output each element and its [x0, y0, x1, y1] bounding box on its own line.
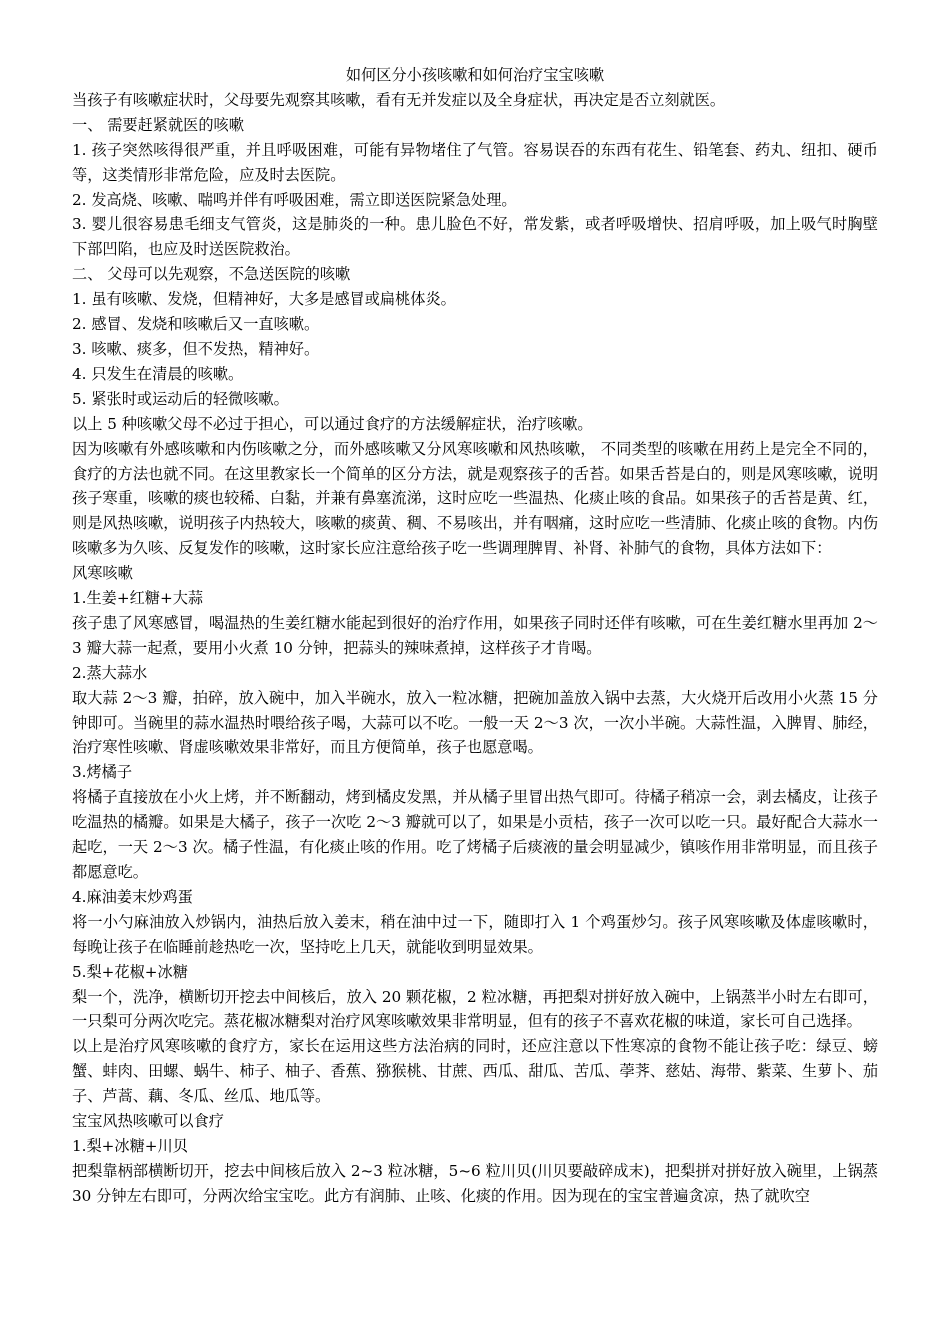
paragraph: 2. 感冒、发烧和咳嗽后又一直咳嗽。 [72, 315, 320, 334]
section-heading: 二、 父母可以先观察，不急送医院的咳嗽 [72, 265, 351, 284]
paragraph: 以上 5 种咳嗽父母不必过于担心，可以通过食疗的方法缓解症状，治疗咳嗽。 [72, 414, 593, 433]
document-body [72, 88, 878, 1209]
paragraph: 3. 婴儿很容易患毛细支气管炎，这是肺炎的一种。患儿脸色不好，常发紫，或者呼吸增快、招肩呼吸，加上吸气时胸壁下部凹陷，也应及时送医院救治。 [72, 215, 878, 259]
paragraph: 3. 咳嗽、痰多，但不发热，精神好。 [72, 339, 320, 358]
paragraph: 梨一个，洗净，横断切开挖去中间核后，放入 20 颗花椒，2 粒冰糖，再把梨对拼好放入碗中，上锅蒸半小时左右即可，一只梨可分两次吃完。蒸花椒冰糖梨对治疗风寒咳嗽效果非常明显，但有的孩子不喜欢花椒的味道，家长可自己选择。 [72, 987, 878, 1031]
paragraph: 将橘子直接放在小火上烤，并不断翻动，烤到橘皮发黑，并从橘子里冒出热气即可。待橘子稍凉一会，剥去橘皮，让孩子吃温热的橘瓣。如果是大橘子，孩子一次吃 2～3 瓣就可以了，如果是小贡桔，孩子一次可以吃一只。最好配合大蒜水一起吃，一天 2～3 次。橘子性温，有化痰止咳的作用。吃了烤橘子后痰液的量会明显减少，镇咳作用非常明显，而且孩子都愿意吃。 [72, 788, 878, 881]
paragraph: 1. 虽有咳嗽、发烧，但精神好，大多是感冒或扁桃体炎。 [72, 290, 456, 309]
paragraph: 4.麻油姜末炒鸡蛋 [72, 887, 193, 906]
document-title: 如何区分小孩咳嗽和如何治疗宝宝咳嗽 [345, 66, 605, 84]
paragraph: 1.生姜+红糖+大蒜 [72, 589, 204, 608]
paragraph: 5. 紧张时或运动后的轻微咳嗽。 [72, 389, 289, 408]
paragraph: 宝宝风热咳嗽可以食疗 [72, 1112, 224, 1131]
paragraph: 孩子患了风寒感冒，喝温热的生姜红糖水能起到很好的治疗作用，如果孩子同时还伴有咳嗽，可在生姜红糖水里再加 2～3 瓣大蒜一起煮，要用小火煮 10 分钟，把蒜头的辣味煮掉，这样孩子才肯喝。 [72, 613, 878, 657]
paragraph: 因为咳嗽有外感咳嗽和内伤咳嗽之分，而外感咳嗽又分风寒咳嗽和风热咳嗽， 不同类型的咳嗽在用药上是完全不同的，食疗的方法也就不同。在这里教家长一个简单的区分方法，就是观察孩子的舌苔。如果舌苔是白的，则是风寒咳嗽，说明孩子寒重，咳嗽的痰也较稀、白黏，并兼有鼻塞流涕，这时应吃一些温热、化痰止咳的食品。如果孩子的舌苔是黄、红，则是风热咳嗽，说明孩子内热较大，咳嗽的痰黄、稠、不易咳出，并有咽痛，这时应吃一些清肺、化痰止咳的食物。内伤咳嗽多为久咳、反复发作的咳嗽，这时家长应注意给孩子吃一些调理脾胃、补肾、补肺气的食物，具体方法如下： [72, 439, 878, 558]
paragraph: 3.烤橘子 [72, 763, 133, 782]
document-page [72, 63, 878, 1209]
paragraph: 将一小勺麻油放入炒锅内，油热后放入姜末，稍在油中过一下，随即打入 1 个鸡蛋炒匀。孩子风寒咳嗽及体虚咳嗽时，每晚让孩子在临睡前趁热吃一次，坚持吃上几天，就能收到明显效果。 [72, 912, 878, 956]
paragraph: 4. 只发生在清晨的咳嗽。 [72, 364, 244, 383]
paragraph: 取大蒜 2～3 瓣，拍碎，放入碗中，加入半碗水，放入一粒冰糖，把碗加盖放入锅中去蒸，大火烧开后改用小火蒸 15 分钟即可。当碗里的蒜水温热时喂给孩子喝，大蒜可以不吃。一般一天 2～3 次，一次小半碗。大蒜性温，入脾胃、肺经，治疗寒性咳嗽、肾虚咳嗽效果非常好，而且方便简单，孩子也愿意喝。 [72, 688, 878, 757]
section-heading: 风寒咳嗽 [72, 564, 133, 583]
section-heading: 以上是治疗风寒咳嗽的食疗方，家长在运用这些方法治病的同时，还应注意以下性寒凉的食物不能让孩子吃：绿豆、螃蟹、蚌肉、田螺、蜗牛、柿子、柚子、香蕉、猕猴桃、甘蔗、西瓜、甜瓜、苦瓜、荸荠、慈姑、海带、紫菜、生萝卜、茄子、芦蒿、藕、冬瓜、丝瓜、地瓜等。 [72, 1037, 878, 1106]
paragraph: 2.蒸大蒜水 [72, 663, 148, 682]
paragraph: 把梨靠柄部横断切开，挖去中间核后放入 2~3 粒冰糖，5~6 粒川贝(川贝要敲碎成末)，把梨拼对拼好放入碗里，上锅蒸 30 分钟左右即可，分两次给宝宝吃。此方有润肺、止咳、化痰的作用。因为现在的宝宝普遍贪凉，热了就吹空 [72, 1161, 878, 1205]
paragraph: 当孩子有咳嗽症状时，父母要先观察其咳嗽，看有无并发症以及全身症状，再决定是否立刻就医。 [72, 90, 726, 109]
section-heading: 一、 需要赶紧就医的咳嗽 [72, 115, 244, 134]
paragraph: 1.梨+冰糖+川贝 [72, 1136, 188, 1155]
paragraph: 1. 孩子突然咳得很严重，并且呼吸困难，可能有异物堵住了气管。容易误吞的东西有花生、铅笔套、药丸、纽扣、硬币等，这类情形非常危险，应及时去医院。 [72, 140, 878, 184]
paragraph: 2. 发高烧、咳嗽、喘鸣并伴有呼吸困难，需立即送医院紧急处理。 [72, 190, 517, 209]
paragraph: 5.梨+花椒+冰糖 [72, 962, 188, 981]
